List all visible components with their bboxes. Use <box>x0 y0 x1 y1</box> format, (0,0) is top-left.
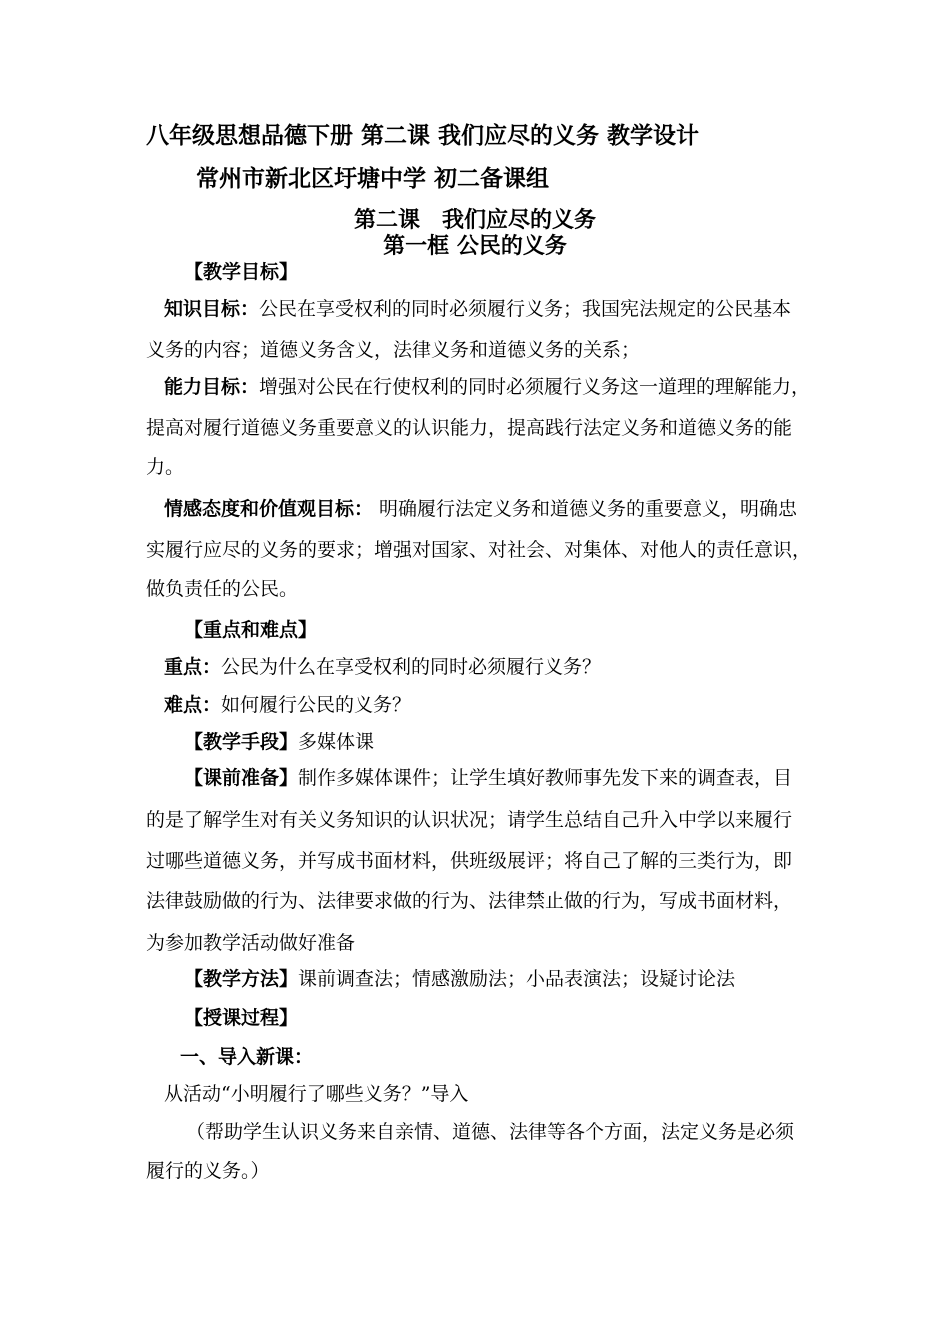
ability-objective-label: 能力目标： <box>164 376 260 398</box>
ability-objective-text: 增强对公民在行使权利的同时必须履行义务这一道理的理解能力， <box>259 376 811 398</box>
emotion-objective-text: 明确履行法定义务和道德义务的重要意义，明确忠 <box>373 498 798 520</box>
teaching-methods-label: 【教学方法】 <box>184 968 299 990</box>
teaching-methods-text: 课前调查法；情感激励法；小品表演法；设疑讨论法 <box>298 968 736 990</box>
process-step-intro: 一、导入新课： <box>180 1046 314 1068</box>
key-point-text: 公民为什么在享受权利的同时必须履行义务？ <box>221 656 602 678</box>
teaching-means-line <box>184 730 374 754</box>
process-note-line-2: 履行的义务。） <box>146 1160 270 1182</box>
emotion-objective-line-2: 实履行应尽的义务的要求；增强对国家、对社会、对集体、对他人的责任意识， <box>146 539 812 561</box>
preparation-text: 制作多媒体课件；让学生填好教师事先发下来的调查表，目 <box>298 767 793 789</box>
ability-objective-line-2: 提高对履行道德义务重要意义的认识能力，提高践行法定义务和道德义务的能 <box>146 417 793 439</box>
preparation-line-3: 过哪些道德义务，并写成书面材料，供班级展评；将自己了解的三类行为，即 <box>146 850 793 872</box>
ability-objective-line <box>164 375 810 399</box>
key-point-label: 重点： <box>164 656 222 678</box>
key-point-line <box>164 655 601 679</box>
knowledge-objective-label: 知识目标： <box>164 298 260 320</box>
emotion-objective-label: 情感态度和价值观目标： <box>164 498 374 520</box>
emotion-objective-line-3: 做负责任的公民。 <box>146 578 299 600</box>
emotion-objective-line <box>164 497 797 521</box>
difficult-point-text: 如何履行公民的义务？ <box>221 694 412 716</box>
knowledge-objective-line <box>164 297 791 321</box>
process-activity: 从活动“小明履行了哪些义务？”导入 <box>164 1083 469 1105</box>
difficult-point-label: 难点： <box>164 694 222 716</box>
preparation-line-5: 为参加教学活动做好准备 <box>146 932 356 954</box>
process-heading: 【授课过程】 <box>184 1007 299 1029</box>
process-note-line-1: （帮助学生认识义务来自亲情、道德、法律等各个方面，法定义务是必须 <box>186 1121 795 1143</box>
preparation-line-4: 法律鼓励做的行为、法律要求做的行为、法律禁止做的行为，写成书面材料， <box>146 890 793 912</box>
teaching-means-label: 【教学手段】 <box>184 731 299 753</box>
difficult-point-line <box>164 693 411 717</box>
preparation-label: 【课前准备】 <box>184 767 299 789</box>
teaching-means-text: 多媒体课 <box>298 731 375 753</box>
section-title: 第一框 公民的义务 <box>383 234 567 259</box>
objectives-heading: 【教学目标】 <box>184 261 299 283</box>
document-author: 常州市新北区圩塘中学 初二备课组 <box>196 166 550 192</box>
document-title: 八年级思想品德下册 第二课 我们应尽的义务 教学设计 <box>146 123 700 149</box>
key-points-heading: 【重点和难点】 <box>184 619 318 641</box>
knowledge-objective-line-2: 义务的内容；道德义务含义，法律义务和道德义务的关系； <box>146 339 641 361</box>
teaching-methods-line <box>184 967 735 991</box>
lesson-title: 第二课 我们应尽的义务 <box>353 208 596 233</box>
knowledge-objective-text: 公民在享受权利的同时必须履行义务；我国宪法规定的公民基本 <box>259 298 792 320</box>
ability-objective-line-3: 力。 <box>146 456 185 478</box>
preparation-line-2: 的是了解学生对有关义务知识的认识状况；请学生总结自己升入中学以来履行 <box>146 809 793 831</box>
preparation-line <box>184 766 792 790</box>
